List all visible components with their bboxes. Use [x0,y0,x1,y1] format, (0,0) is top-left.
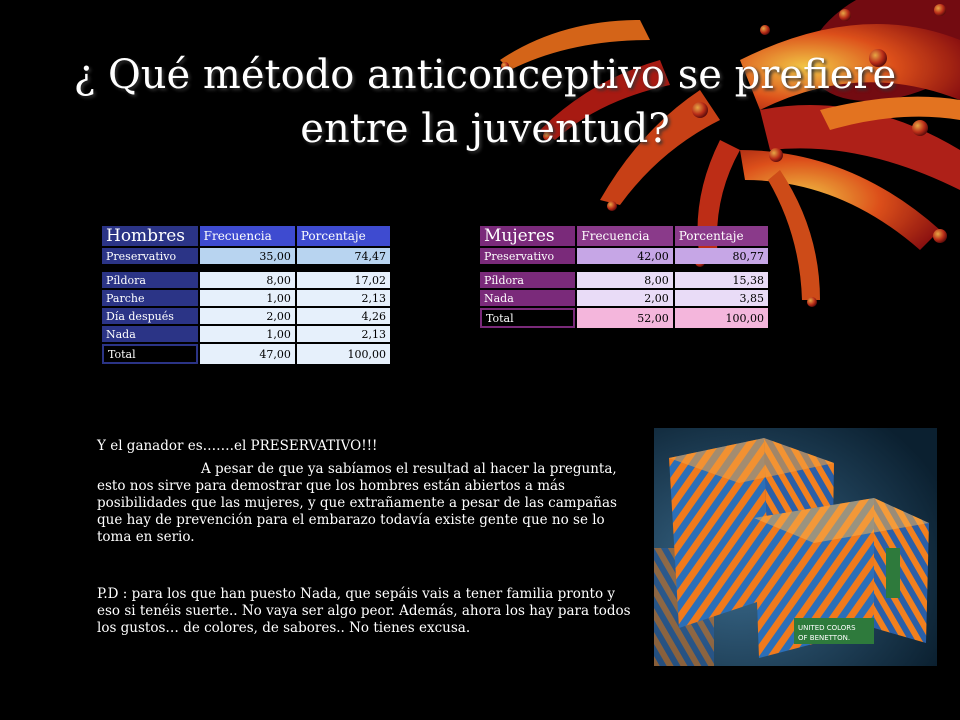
photo-illustration [654,428,937,666]
row-label: Nada [102,326,198,342]
mujeres-col-frecuencia: Frecuencia [577,226,672,246]
table-row [480,248,768,264]
table-row [102,272,390,288]
row-porcentaje: 17,02 [297,272,390,288]
row-frecuencia: 2,00 [577,290,672,306]
row-porcentaje: 3,85 [675,290,768,306]
total-porcentaje: 100,00 [297,344,390,364]
row-label: Día después [102,308,198,324]
row-frecuencia: 2,00 [200,308,295,324]
table-total-row [480,308,768,328]
mujeres-label: Mujeres [480,226,575,246]
total-label: Total [480,308,575,328]
slide-title [60,48,910,156]
condom-box-photo [654,428,937,666]
row-label: Preservativo [480,248,575,264]
row-porcentaje: 80,77 [675,248,768,264]
hombres-col-frecuencia: Frecuencia [200,226,295,246]
row-porcentaje: 2,13 [297,290,390,306]
body-text [97,438,637,637]
row-label: Parche [102,290,198,306]
table-row [102,290,390,306]
row-frecuencia: 1,00 [200,290,295,306]
paragraph-2: P.D : para los que han puesto Nada, que sepáis vais a tener familia pronto y eso si tenéis suerte.. No vaya ser algo peor. Además, ahora los hay para todos los gustos… de colores, de sabores.. No tienes excusa. [97,586,631,636]
table-row [102,326,390,342]
table-row [102,308,390,324]
table-row [480,290,768,306]
row-frecuencia: 35,00 [200,248,295,264]
total-frecuencia: 47,00 [200,344,295,364]
hombres-table [100,224,392,366]
total-label: Total [102,344,198,364]
row-porcentaje: 4,26 [297,308,390,324]
row-label: Píldora [102,272,198,288]
winner-line: Y el ganador es…….el PRESERVATIVO!!! [97,438,378,454]
row-label: Preservativo [102,248,198,264]
box-text-2: OF BENETTON. [798,634,851,642]
table-row [102,248,390,264]
row-frecuencia: 8,00 [200,272,295,288]
box-text-1: UNITED COLORS [798,624,856,632]
hombres-col-porcentaje: Porcentaje [297,226,390,246]
table-row [480,272,768,288]
mujeres-header-row [480,226,768,246]
total-frecuencia: 52,00 [577,308,672,328]
row-porcentaje: 74,47 [297,248,390,264]
row-frecuencia: 42,00 [577,248,672,264]
title-line-2: entre la juventud? [300,106,670,152]
mujeres-col-porcentaje: Porcentaje [675,226,768,246]
row-porcentaje: 15,38 [675,272,768,288]
row-frecuencia: 8,00 [577,272,672,288]
row-label: Píldora [480,272,575,288]
hombres-header-row [102,226,390,246]
title-line-1: ¿ Qué método anticonceptivo se prefiere [73,52,897,98]
paragraph-1: A pesar de que ya sabíamos el resultad al hacer la pregunta, esto nos sirve para demostrar que los hombres están abiertos a más posibilidades que las mujeres, y que extrañamente a pesar de las campañas que hay de prevención para el embarazo todavía existe gente que no se lo toma en serio. [97,461,617,545]
row-label: Nada [480,290,575,306]
row-frecuencia: 1,00 [200,326,295,342]
row-porcentaje: 2,13 [297,326,390,342]
hombres-label: Hombres [102,226,198,246]
table-total-row [102,344,390,364]
mujeres-table [478,224,770,330]
total-porcentaje: 100,00 [675,308,768,328]
